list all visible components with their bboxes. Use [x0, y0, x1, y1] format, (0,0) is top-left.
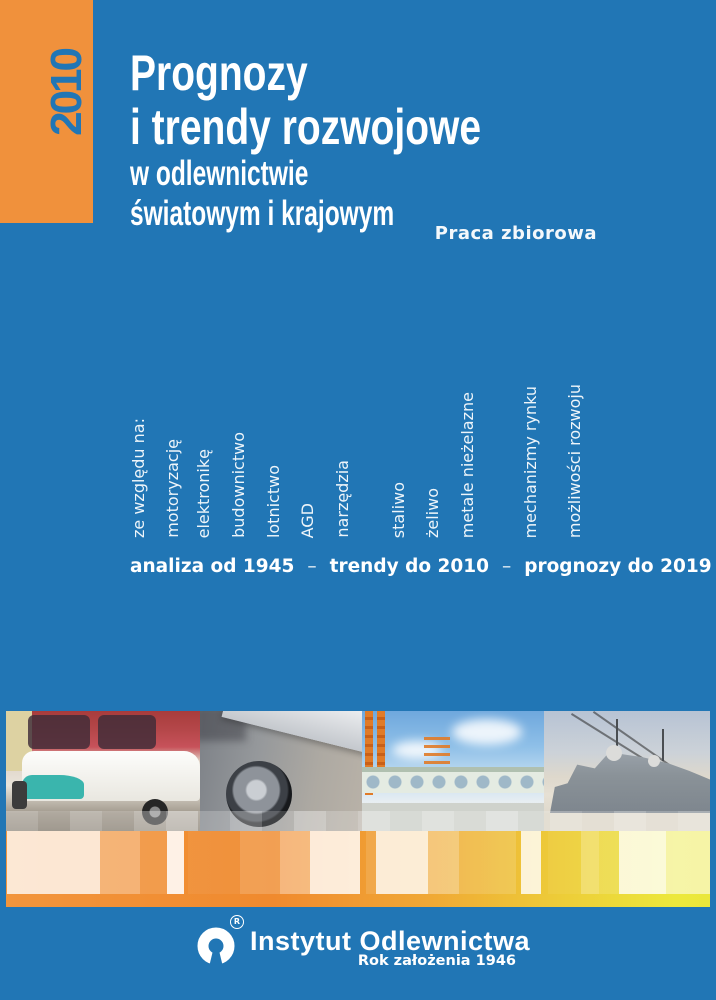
mosaic-cell	[376, 831, 428, 894]
keyword-narzedzia: narzędzia	[333, 460, 352, 538]
bridge-girder-shape	[362, 772, 544, 793]
timeline-part-2: trendy do 2010	[329, 556, 489, 577]
title-line-4: światowym i krajowym	[130, 194, 395, 233]
mosaic-cell	[280, 831, 310, 894]
overlay-cell	[486, 811, 518, 831]
mosaic-cell	[100, 831, 140, 894]
overlay-cell	[6, 811, 38, 831]
byline: Praca zbiorowa	[434, 223, 597, 244]
mosaic-cell	[188, 831, 240, 894]
keyword-agd: AGD	[298, 502, 317, 538]
institute-logo	[196, 927, 236, 967]
overlay-cell	[230, 811, 262, 831]
mosaic-cell	[548, 831, 581, 894]
mosaic-overlay-row	[6, 811, 710, 831]
overlay-cell	[38, 811, 70, 831]
overlay-cell	[550, 811, 582, 831]
overlay-cell	[102, 811, 134, 831]
mosaic-cell	[428, 831, 459, 894]
ship-mast-shape	[662, 729, 664, 761]
radar-dome-shape	[648, 755, 660, 767]
mosaic-cell	[167, 831, 184, 894]
keyword-motoryzacja: motoryzację	[163, 439, 182, 538]
mosaic-cell	[366, 831, 376, 894]
overlay-cell	[166, 811, 198, 831]
keyword-intro: ze względu na:	[129, 418, 148, 538]
cloud-shape	[452, 719, 522, 745]
mosaic-cell	[459, 831, 516, 894]
overlay-cell	[326, 811, 358, 831]
mosaic-cell	[7, 831, 100, 894]
keyword-metale: metale nieżelazne	[458, 391, 477, 538]
overlay-cell	[294, 811, 326, 831]
year-banner	[0, 0, 93, 223]
keyword-elektronika: elektronikę	[194, 448, 213, 538]
overlay-cell	[646, 811, 678, 831]
keyword-lotnictwo: lotnictwo	[264, 464, 283, 538]
mosaic-cell	[521, 831, 541, 894]
title-line-3: w odlewnictwie	[130, 154, 309, 193]
keyword-zeliwo: żeliwo	[423, 487, 442, 538]
mosaic-cell	[140, 831, 167, 894]
registered-trademark-icon: R	[230, 915, 244, 929]
mosaic-cell	[619, 831, 666, 894]
overlay-cell	[358, 811, 390, 831]
mosaic-cell	[666, 831, 710, 894]
title-block	[130, 46, 580, 234]
keyword-staliwo: staliwo	[389, 481, 408, 538]
overlay-cell	[422, 811, 454, 831]
overlay-cell	[454, 811, 486, 831]
mosaic-cell	[599, 831, 619, 894]
year-label: 2010	[42, 50, 91, 136]
overlay-cell	[390, 811, 422, 831]
overlay-cell	[134, 811, 166, 831]
mosaic-cell	[240, 831, 280, 894]
ship-hull-shape	[550, 751, 710, 813]
title-line-2: i trendy rozwojowe	[130, 99, 482, 155]
keyword-mozliwosci: możliwości rozwoju	[565, 383, 584, 538]
mosaic-cell	[581, 831, 599, 894]
timeline-text	[130, 556, 712, 577]
overlay-cell	[582, 811, 614, 831]
radar-dome-shape	[606, 745, 622, 761]
title-line-1: Prognozy	[130, 45, 308, 101]
timeline-part-1: analiza od 1945	[130, 556, 295, 577]
overlay-cell	[678, 811, 710, 831]
keyword-list	[0, 383, 716, 538]
keyword-budownictwo: budownictwo	[229, 432, 248, 538]
mosaic-bottom-strip	[6, 894, 710, 907]
overlay-cell	[518, 811, 550, 831]
overlay-cell	[614, 811, 646, 831]
keyword-mechanizmy: mechanizmy rynku	[521, 385, 540, 538]
founded-line: Rok założenia 1946	[357, 953, 516, 969]
mosaic-cell	[310, 831, 360, 894]
timeline-dash-1: –	[307, 556, 317, 577]
institute-name: Instytut Odlewnictwa	[250, 926, 531, 956]
taxi-grille-shape	[12, 781, 27, 809]
taxi-bonnet-shape	[22, 775, 84, 799]
overlay-cell	[198, 811, 230, 831]
bus-window-shape	[28, 715, 90, 749]
overlay-cell	[262, 811, 294, 831]
mosaic-band	[6, 831, 710, 894]
timeline-part-3: prognozy do 2019	[524, 556, 712, 577]
bus-window-shape	[98, 715, 156, 749]
scaffold-shape	[424, 737, 450, 769]
overlay-cell	[70, 811, 102, 831]
timeline-dash-2: –	[501, 556, 512, 577]
